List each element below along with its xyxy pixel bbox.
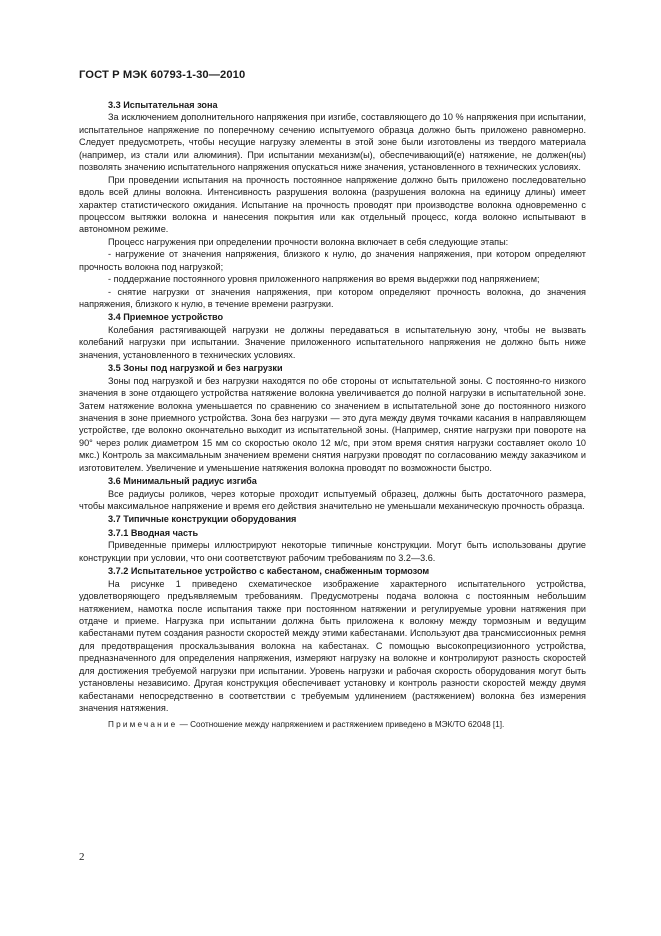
paragraph: При проведении испытания на прочность постоянное напряжение должно быть приложено последовательно вдоль всей длины волокна. Интенсивность разрушения волокна (разрушения волокна на единицу длины) имеет характер статистического ожидания. Испытание на прочность проводят при производстве волокна одновременно с процессом вытяжки волокна и нанесения покрытия или как отдельный процесс, когда волокно испытывают в автономном режиме. bbox=[79, 174, 586, 235]
section-heading: 3.5 Зоны под нагрузкой и без нагрузки bbox=[108, 363, 283, 374]
paragraph: Колебания растягивающей нагрузки не должны передаваться в испытательную зону, чтобы не вызвать колебаний нагрузки при испытании. Значение приложенного испытательного напряжения не должно быть ниже значения, установленного в технических условиях. bbox=[79, 324, 586, 360]
note-text: — Соотношение между напряжением и растяжением приведено в МЭК/ТО 62048 [1]. bbox=[177, 720, 505, 730]
section-heading: 3.7 Типичные конструкции оборудования bbox=[108, 514, 297, 525]
paragraph: На рисунке 1 приведено схематическое изображение характерного испытательного устройства, удовлетворяющего предъявляемым требованиям. Предусмотрены подача волокна с постоянным небольшим натяжением, намотка после испытания также при постоянном натяжении и регулируемые уровни натяжения при отдаче и приеме. Нагрузка при испытании должна быть приложена к волокну между тормозным и ведущим кабестанами путем создания разности скоростей между этими кабестанами. Используют два трансмиссионных ремня для предотвращения проскальзывания волокна на кабестанах. С помощью высокопрецизионного устройства, предназначенного для определения напряжения, измеряют нагрузку на волокне и контролируют разность скоростей для достижения требуемой нагрузки при испытании. Уровень нагрузки и рабочая скорость оборудования могут быть установлены независимо. Другая конструкция обеспечивает установку и контроль разности скоростей между двумя кабестанами непосредственно в соответствии с требуемым удлинением (растяжением) волокна без измерения значения натяжения. bbox=[79, 578, 586, 713]
document-body bbox=[79, 98, 586, 732]
paragraph: Зоны под нагрузкой и без нагрузки находятся по обе стороны от испытательной зоны. С постоянно-го низкого значения в зоне отдающего устройства натяжение волокна увеличивается до полной нагрузки в испытательной зоне. Затем натяжение волокна уменьшается по сравнению со значением в испытательной зоне до постоянного низкого значения в зоне приемного устройства. Зона без нагрузки — это дуга между двумя точками касания в направляющем устройстве, где волокно окончательно выходит из испытательной зоны. (Например, снятие нагрузки при повороте на 90° через ролик диаметром 15 мм со скоростью около 12 м/с, при этом время снятия нагрузки составляет около 10 мкс.) Контроль за максимальным значением времени снятия нагрузки проводят по согласованию между заказчиком и изготовителем. Увеличение и уменьшение натяжения волокна проводят по возможности быстро. bbox=[79, 375, 586, 473]
section-heading: 3.6 Минимальный радиус изгиба bbox=[108, 476, 257, 487]
note bbox=[79, 719, 586, 731]
list-item: - снятие нагрузки от значения напряжения, при котором определяют прочность волокна, до значения напряжения, близкого к нулю, в течение времени разгрузки. bbox=[79, 286, 586, 309]
note-label: Примечание bbox=[108, 720, 178, 730]
page-number: 2 bbox=[79, 851, 85, 863]
section-heading: 3.7.1 Вводная часть bbox=[108, 527, 199, 538]
paragraph: За исключением дополнительного напряжения при изгибе, составляющего до 10 % напряжения при испытании, испытательное напряжение по поперечному сечению испытуемого образца должно быть приложено равномерно. Следует предусмотреть, чтобы несущие нагрузку элементы в этой зоне были изготовлены из твердого материала (например, из стали или алюминия). При испытании механизм(ы), обеспечивающий(е) натяжение, не должен(ны) позволять значению испытательного напряжения опускаться ниже значения, установленного в технических условиях. bbox=[79, 112, 586, 173]
document-header: ГОСТ Р МЭК 60793-1-30—2010 bbox=[79, 69, 246, 81]
list-item: - поддержание постоянного уровня приложенного напряжения во время выдержки под напряжением; bbox=[108, 274, 540, 285]
section-heading: 3.4 Приемное устройство bbox=[108, 312, 224, 323]
section-heading: 3.7.2 Испытательное устройство с кабестаном, снабженным тормозом bbox=[108, 566, 430, 577]
paragraph: Процесс нагружения при определении прочности волокна включает в себя следующие этапы: bbox=[108, 236, 509, 247]
paragraph: Приведенные примеры иллюстрируют некоторые типичные конструкции. Могут быть использованы другие конструкции при условии, что они соответствуют рабочим требованиям по 3.2—3.6. bbox=[79, 540, 586, 563]
paragraph: Все радиусы роликов, через которые проходит испытуемый образец, должны быть достаточного размера, чтобы максимальное напряжение и время его действия значительно не уменьшали механическую прочность образца. bbox=[79, 488, 586, 511]
section-heading: 3.3 Испытательная зона bbox=[108, 100, 218, 110]
list-item: - нагружение от значения напряжения, близкого к нулю, до значения напряжения, при котором определяют прочность волокна под нагрузкой; bbox=[79, 249, 586, 272]
